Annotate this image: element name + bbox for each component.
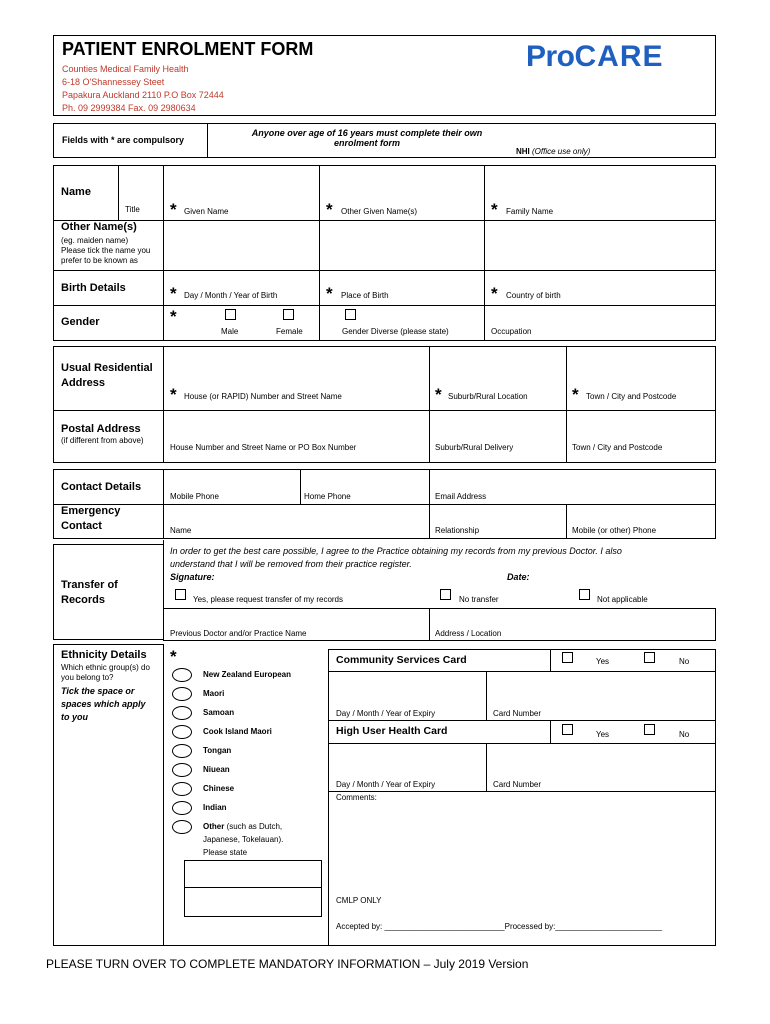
ethnicity-question: you belong to? xyxy=(61,673,114,682)
other-names-label: Other Name(s) xyxy=(61,221,137,233)
ethnicity-option-circle[interactable] xyxy=(172,706,192,720)
csc-yes-checkbox[interactable] xyxy=(562,652,573,663)
footer-note: PLEASE TURN OVER TO COMPLETE MANDATORY INFORMATION – July 2019 Version xyxy=(46,957,529,971)
home-phone-label: Home Phone xyxy=(304,492,351,501)
transfer-na-label: Not applicable xyxy=(597,595,648,604)
ethnicity-option-label: Maori xyxy=(203,689,225,698)
other-names-help: (eg. maiden name) xyxy=(61,236,129,245)
required-star: * xyxy=(326,200,333,219)
csc-no-label: No xyxy=(679,657,690,666)
transfer-records-label: Transfer of xyxy=(61,579,118,591)
female-label: Female xyxy=(276,327,303,336)
ethnicity-option-label: Chinese xyxy=(203,784,235,793)
transfer-yes-label: Yes, please request transfer of my records xyxy=(193,595,343,604)
emergency-name-label: Name xyxy=(170,526,192,535)
hu-expiry-label: Day / Month / Year of Expiry xyxy=(336,780,436,789)
ethnicity-option-circle[interactable] xyxy=(172,820,192,834)
house-number-label: House (or RAPID) Number and Street Name xyxy=(184,392,342,401)
csc-no-checkbox[interactable] xyxy=(644,652,655,663)
compulsory-note: Fields with * are compulsory xyxy=(62,135,185,145)
ethnicity-option-label: Samoan xyxy=(203,708,235,717)
emergency-contact-label: Emergency xyxy=(61,505,121,517)
required-star: * xyxy=(170,647,177,666)
personal-details-section xyxy=(53,165,716,341)
required-star: * xyxy=(170,284,177,303)
ethnicity-option-circle[interactable] xyxy=(172,687,192,701)
postal-address-label: Postal Address xyxy=(61,423,141,435)
practice-phone: Ph. 09 2999384 Fax. 09 2980634 xyxy=(62,103,196,113)
other-given-label: Other Given Name(s) xyxy=(341,207,418,216)
practice-address-1: 6-18 O'Shannessey Steet xyxy=(62,77,165,87)
residential-address-label: Usual Residential xyxy=(61,362,153,374)
transfer-records-label: Records xyxy=(61,594,106,606)
required-star: * xyxy=(491,284,498,303)
signature-label: Signature: xyxy=(170,572,215,582)
male-label: Male xyxy=(221,327,239,336)
ethnicity-option-circle[interactable] xyxy=(172,801,192,815)
logo-text-pro: Pro xyxy=(526,40,575,73)
contact-details-label: Contact Details xyxy=(61,481,142,493)
high-user-card-label: High User Health Card xyxy=(336,725,448,737)
gender-diverse-checkbox[interactable] xyxy=(345,309,356,320)
ethnicity-option-label: Indian xyxy=(203,803,227,812)
required-star: * xyxy=(572,385,579,404)
hu-yes-checkbox[interactable] xyxy=(562,724,573,735)
previous-address-label: Address / Location xyxy=(435,629,502,638)
form-title: PATIENT ENROLMENT FORM xyxy=(62,39,314,59)
emergency-contact-label: Contact xyxy=(61,520,102,532)
ethnicity-option-label: New Zealand European xyxy=(203,670,292,679)
ethnicity-other-label: Please state xyxy=(203,848,248,857)
procare-logo xyxy=(526,40,664,74)
suburb-label: Suburb/Rural Location xyxy=(448,392,528,401)
transfer-na-checkbox[interactable] xyxy=(579,589,590,600)
comments-label: Comments: xyxy=(336,793,377,802)
hu-card-number-label: Card Number xyxy=(493,780,542,789)
place-of-birth-label: Place of Birth xyxy=(341,291,389,300)
required-star: * xyxy=(326,284,333,303)
date-label: Date: xyxy=(507,572,530,582)
transfer-yes-checkbox[interactable] xyxy=(175,589,186,600)
hu-no-label: No xyxy=(679,730,690,739)
ethnicity-option-label: Tongan xyxy=(203,746,232,755)
transfer-no-checkbox[interactable] xyxy=(440,589,451,600)
ethnicity-other-label: Japanese, Tokelauan). xyxy=(203,835,284,844)
gender-female-checkbox[interactable] xyxy=(283,309,294,320)
mobile-phone-label: Mobile Phone xyxy=(170,492,219,501)
hu-yes-label: Yes xyxy=(596,730,610,739)
title-label: Title xyxy=(125,205,140,214)
occupation-label: Occupation xyxy=(491,327,532,336)
postal-suburb-label: Suburb/Rural Delivery xyxy=(435,443,514,452)
ethnicity-label: Ethnicity Details xyxy=(61,649,147,661)
gender-diverse-label: Gender Diverse (please state) xyxy=(342,327,449,336)
cards-section xyxy=(328,649,716,946)
gender-label: Gender xyxy=(61,316,100,328)
ethnicity-option-circle[interactable] xyxy=(172,744,192,758)
postal-town-label: Town / City and Postcode xyxy=(572,443,663,452)
previous-doctor-label: Previous Doctor and/or Practice Name xyxy=(170,629,307,638)
ethnicity-option-label: Niuean xyxy=(203,765,230,774)
gender-male-checkbox[interactable] xyxy=(225,309,236,320)
other-names-help: Please tick the name you xyxy=(61,246,151,255)
practice-address-2: Papakura Auckland 2110 P.O Box 72444 xyxy=(62,90,224,100)
postal-address-help: (if different from above) xyxy=(61,436,144,445)
residential-address-label: Address xyxy=(61,377,106,389)
town-postcode-label: Town / City and Postcode xyxy=(586,392,677,401)
ethnicity-option-circle[interactable] xyxy=(172,668,192,682)
age-note: Anyone over age of 16 years must complete their own enrolment form xyxy=(251,128,483,149)
cmlp-only-label: CMLP ONLY xyxy=(336,896,382,905)
accepted-processed-label: Accepted by: ___________________________Processed by:________________________ xyxy=(336,922,663,931)
ethnicity-other-input[interactable] xyxy=(184,860,322,917)
ethnicity-instruction: Tick the space or xyxy=(61,686,135,696)
hu-no-checkbox[interactable] xyxy=(644,724,655,735)
postal-house-label: House Number and Street Name or PO Box Number xyxy=(170,443,357,452)
required-star: * xyxy=(491,200,498,219)
practice-name: Counties Medical Family Health xyxy=(62,64,189,74)
required-star: * xyxy=(435,385,442,404)
required-star: * xyxy=(170,200,177,219)
ethnicity-option-circle[interactable] xyxy=(172,763,192,777)
email-address-label: Email Address xyxy=(435,492,487,501)
dob-label: Day / Month / Year of Birth xyxy=(184,291,278,300)
transfer-no-label: No transfer xyxy=(459,595,499,604)
ethnicity-question: Which ethnic group(s) do xyxy=(61,663,150,672)
birth-details-label: Birth Details xyxy=(61,282,126,294)
logo-text-care: CARE xyxy=(574,40,664,73)
nhi-label: NHI (Office use only) xyxy=(516,147,591,156)
ethnicity-option-circle[interactable] xyxy=(172,782,192,796)
country-of-birth-label: Country of birth xyxy=(506,291,561,300)
ethnicity-other-label: Other (such as Dutch, xyxy=(203,822,283,831)
csc-expiry-label: Day / Month / Year of Expiry xyxy=(336,709,436,718)
transfer-consent: In order to get the best care possible, I agree to the Practice obtaining my records from my previous Doctor. I also xyxy=(170,546,622,556)
ethnicity-option-circle[interactable] xyxy=(172,725,192,739)
community-services-card-label: Community Services Card xyxy=(336,654,467,666)
given-name-label: Given Name xyxy=(184,207,229,216)
ethnicity-option-label: Cook Island Maori xyxy=(203,727,272,736)
family-name-label: Family Name xyxy=(506,207,554,216)
name-label: Name xyxy=(61,186,91,198)
relationship-label: Relationship xyxy=(435,526,480,535)
ethnicity-instruction: to you xyxy=(61,712,88,722)
other-names-help: prefer to be known as xyxy=(61,256,138,265)
required-star: * xyxy=(170,385,177,404)
csc-yes-label: Yes xyxy=(596,657,610,666)
required-star: * xyxy=(170,307,177,326)
ethnicity-instruction: spaces which apply xyxy=(61,699,146,709)
emergency-mobile-label: Mobile (or other) Phone xyxy=(572,526,657,535)
transfer-consent: understand that I will be removed from their practice register. xyxy=(170,559,412,569)
transfer-label-box xyxy=(53,544,164,640)
csc-card-number-label: Card Number xyxy=(493,709,542,718)
